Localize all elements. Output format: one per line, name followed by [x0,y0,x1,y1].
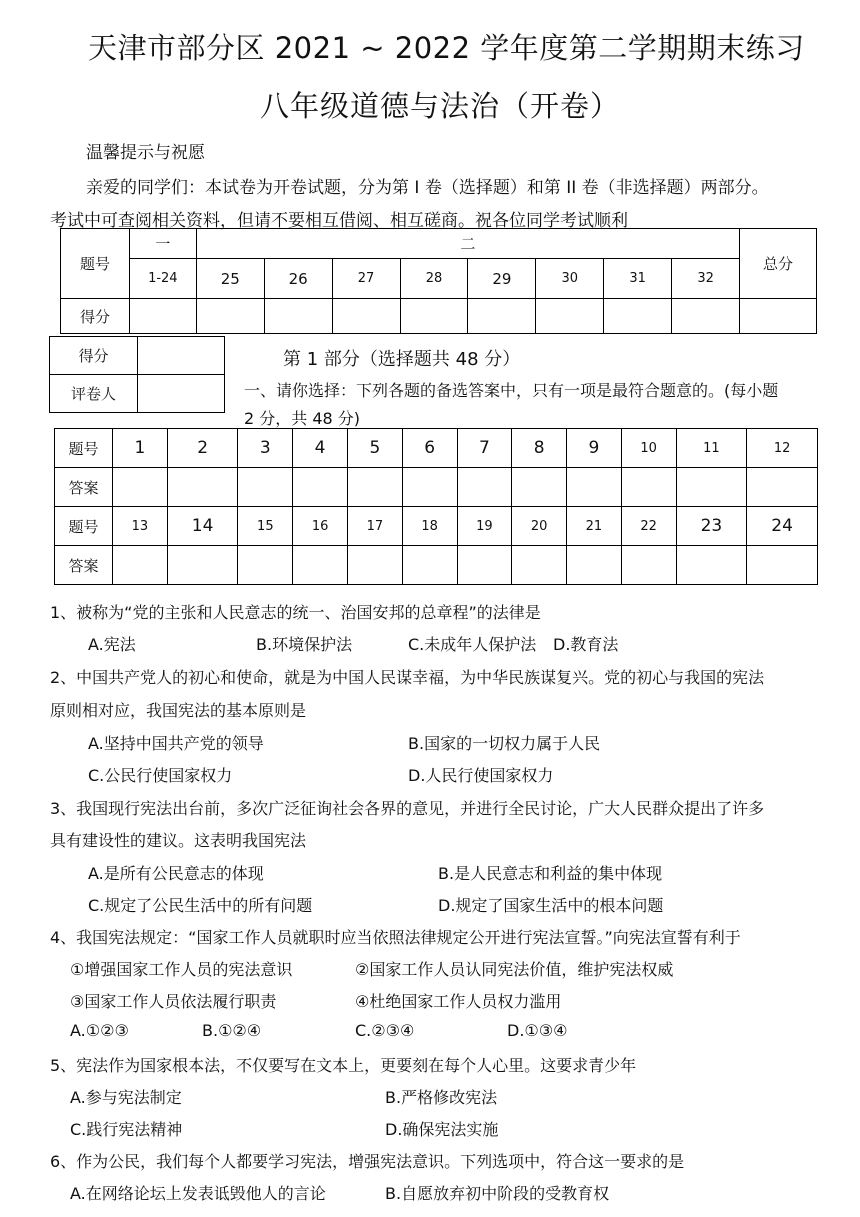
question-4-option-a: A.①②③ [70,1021,129,1040]
score-cell [196,299,264,334]
question-3-option-a: A.是所有公民意志的体现 [88,864,264,883]
question-6-option-a: A.在网络论坛上发表诋毁他人的言论 [70,1184,326,1203]
question-2-line2: 原则相对应，我国宪法的基本原则是 [50,701,307,720]
score-table-col: 25 [196,259,264,299]
answer-cell [567,468,622,507]
score-table-col: 1-24 [129,259,196,299]
score-table-col: 29 [468,259,536,299]
answer-cell [113,546,168,585]
score-table-col: 30 [536,259,604,299]
question-3-option-d: D.规定了国家生活中的根本问题 [438,896,664,915]
question-number: 5 [347,429,402,468]
question-1-option-b: B.环境保护法 [256,635,353,654]
question-1: 1、被称为“党的主张和人民意志的统一、治国安邦的总章程”的法律是 [50,603,541,622]
question-6-option-b: B.自愿放弃初中阶段的受教育权 [385,1184,610,1203]
score-table-col: 28 [400,259,468,299]
question-5-option-d: D.确保宪法实施 [385,1120,499,1139]
grader-score-cell [138,337,225,375]
score-table-col: 27 [332,259,400,299]
question-4: 4、我国宪法规定：“国家工作人员就职时应当依照法律规定公开进行宪法宣誓。”向宪法宣誓有利于 [50,928,741,947]
answer-table-answer-label: 答案 [55,546,113,585]
score-table-col: 31 [604,259,672,299]
grader-name-cell [138,375,225,413]
question-4-option-b: B.①②④ [202,1021,262,1040]
question-3-line2: 具有建设性的建议。这表明我国宪法 [50,831,307,850]
question-1-option-a: A.宪法 [88,635,136,654]
answer-cell [167,468,238,507]
score-cell [264,299,332,334]
answer-table-question-label: 题号 [55,429,113,468]
answer-cell [293,468,348,507]
answer-cell [512,546,567,585]
answer-cell [747,546,818,585]
question-number: 15 [238,507,293,546]
answer-table [54,428,818,585]
question-number: 4 [293,429,348,468]
answer-cell [457,546,512,585]
score-cell [604,299,672,334]
score-table-part1: 一 [129,229,196,259]
part1-instruction-line1: 一、请你选择：下列各题的备选答案中，只有一项是最符合题意的。(每小题 [244,381,779,400]
question-4-statement-4: ④杜绝国家工作人员权力滥用 [355,992,562,1011]
answer-cell [238,546,293,585]
question-number: 12 [747,429,818,468]
question-5: 5、宪法作为国家根本法，不仅要写在文本上，更要刻在每个人心里。这要求青少年 [50,1056,637,1075]
answer-cell [347,468,402,507]
question-number: 24 [747,507,818,546]
score-cell [129,299,196,334]
question-3-option-b: B.是人民意志和利益的集中体现 [438,864,663,883]
answer-cell [238,468,293,507]
question-number: 3 [238,429,293,468]
question-number: 17 [347,507,402,546]
question-number: 21 [567,507,622,546]
score-cell [536,299,604,334]
answer-cell [747,468,818,507]
score-table [60,228,817,334]
answer-cell [402,468,457,507]
answer-cell [512,468,567,507]
grader-score-label: 得分 [50,337,138,375]
question-number: 6 [402,429,457,468]
score-cell [332,299,400,334]
answer-cell [347,546,402,585]
question-3-line1: 3、我国现行宪法出台前，多次广泛征询社会各界的意见，并进行全民讨论，广大人民群众提出了许多 [50,799,765,818]
question-number: 16 [293,507,348,546]
score-cell [400,299,468,334]
question-5-option-a: A.参与宪法制定 [70,1088,182,1107]
question-3-option-c: C.规定了公民生活中的所有问题 [88,896,313,915]
score-table-total-label: 总分 [740,229,817,299]
question-4-statement-3: ③国家工作人员依法履行职责 [70,992,277,1011]
grader-name-label: 评卷人 [50,375,138,413]
answer-cell [676,546,747,585]
question-4-option-c: C.②③④ [355,1021,415,1040]
tip-line2: 考试中可查阅相关资料，但请不要相互借阅、相互磋商。祝各位同学考试顺利 [50,211,628,231]
score-cell [672,299,740,334]
answer-cell [113,468,168,507]
question-number: 1 [113,429,168,468]
question-2-option-b: B.国家的一切权力属于人民 [408,734,601,753]
question-4-statement-1: ①增强国家工作人员的宪法意识 [70,960,293,979]
answer-cell [621,546,676,585]
question-2-option-a: A.坚持中国共产党的领导 [88,734,264,753]
answer-cell [293,546,348,585]
question-5-option-b: B.严格修改宪法 [385,1088,498,1107]
question-number: 20 [512,507,567,546]
answer-cell [167,546,238,585]
score-table-part2: 二 [196,229,739,259]
score-cell [740,299,817,334]
score-table-col: 26 [264,259,332,299]
question-number: 13 [113,507,168,546]
part1-instruction-line2: 2 分，共 48 分) [244,409,361,428]
answer-cell [457,468,512,507]
question-1-option-c: C.未成年人保护法 [408,635,537,654]
answer-table-question-label: 题号 [55,507,113,546]
question-number: 8 [512,429,567,468]
question-number: 2 [167,429,238,468]
question-number: 10 [621,429,676,468]
score-table-col: 32 [672,259,740,299]
question-1-option-d: D.教育法 [553,635,619,654]
question-2-option-d: D.人民行使国家权力 [408,766,554,785]
tip-heading: 温馨提示与祝愿 [86,143,205,163]
question-number: 19 [457,507,512,546]
question-2-line1: 2、中国共产党人的初心和使命，就是为中国人民谋幸福，为中华民族谋复兴。党的初心与我国的宪法 [50,668,765,687]
question-5-option-c: C.践行宪法精神 [70,1120,183,1139]
question-number: 14 [167,507,238,546]
grader-box [49,336,225,413]
answer-cell [402,546,457,585]
tip-line1: 亲爱的同学们：本试卷为开卷试题，分为第 I 卷（选择题）和第 II 卷（非选择题）两部分。 [86,178,769,198]
answer-cell [676,468,747,507]
exam-title-line2: 八年级道德与法治（开卷） [260,89,621,123]
question-number: 23 [676,507,747,546]
answer-table-answer-label: 答案 [55,468,113,507]
question-number: 11 [676,429,747,468]
answer-cell [567,546,622,585]
question-number: 22 [621,507,676,546]
part1-heading: 第 1 部分（选择题共 48 分） [283,349,521,370]
question-number: 9 [567,429,622,468]
question-4-option-d: D.①③④ [507,1021,568,1040]
answer-cell [621,468,676,507]
score-cell [468,299,536,334]
question-6: 6、作为公民，我们每个人都要学习宪法，增强宪法意识。下列选项中，符合这一要求的是 [50,1152,685,1171]
question-number: 18 [402,507,457,546]
exam-title-line1: 天津市部分区 2021 ~ 2022 学年度第二学期期末练习 [88,31,805,65]
question-2-option-c: C.公民行使国家权力 [88,766,233,785]
question-number: 7 [457,429,512,468]
question-4-statement-2: ②国家工作人员认同宪法价值，维护宪法权威 [355,960,674,979]
score-table-score-label: 得分 [61,299,130,334]
score-table-question-label: 题号 [61,229,130,299]
